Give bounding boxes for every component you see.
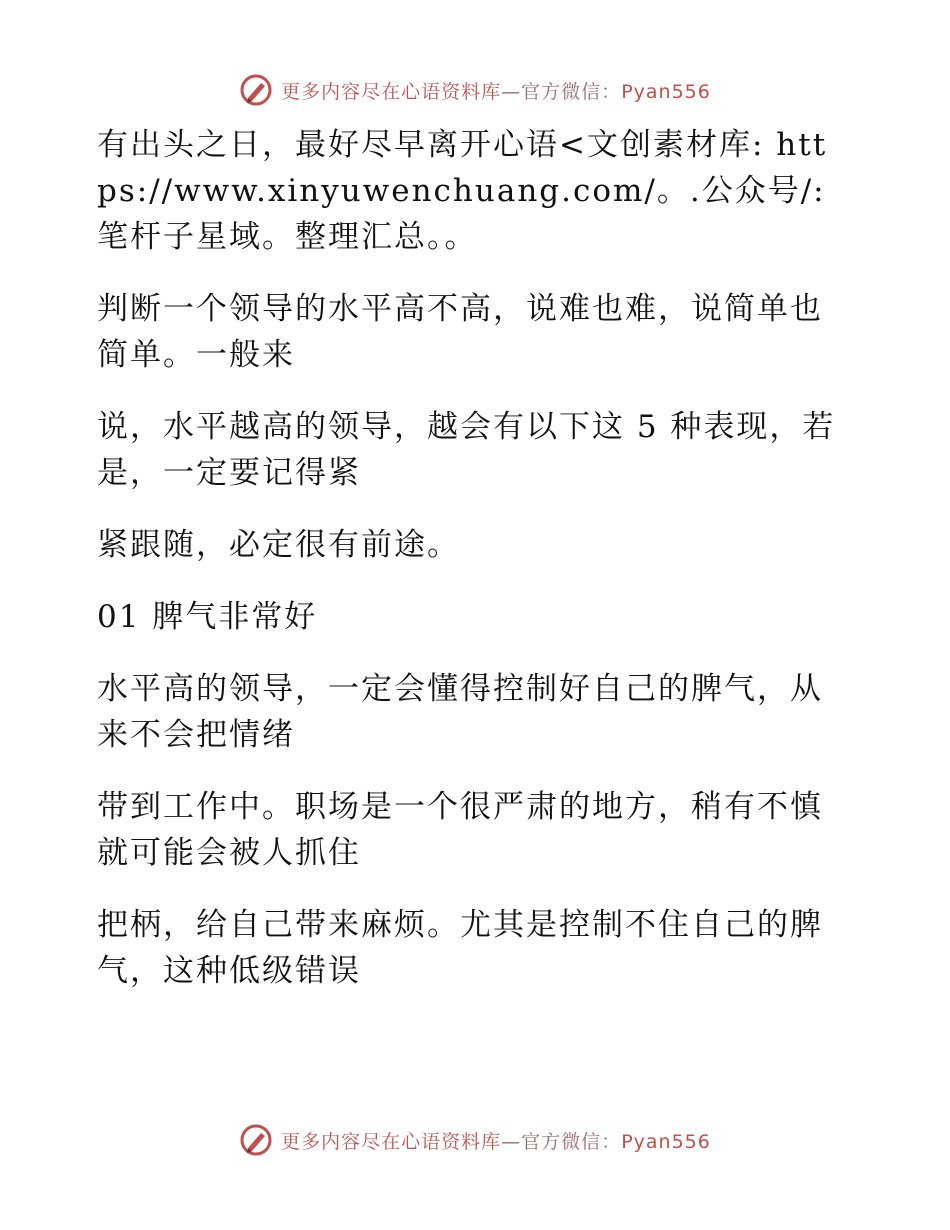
pen-logo-icon [239,73,273,107]
header-site-text: 更多内容尽在心语资料库 [281,80,502,103]
footer-wechat-id: Pyan556 [621,1130,711,1153]
footer-wechat-label: 官方微信： [521,1130,622,1153]
header-text [281,77,711,104]
paragraph: 说，水平越高的领导，越会有以下这 5 种表现，若是，一定要记得紧 [97,409,836,491]
header-dash: — [501,80,522,103]
paragraph: 有出头之日，最好尽早离开心语<文创素材库: https://www.xinyuwenchuang.com/。.公众号/: 笔杆子星域。整理汇总。。 [97,127,828,255]
section-heading: 01 脾气非常好 [97,599,318,635]
paragraph: 紧跟随，必定很有前途。 [97,527,460,563]
page-footer-banner [0,1120,950,1160]
paragraph: 判断一个领导的水平高不高，说难也难，说简单也简单。一般来 [97,291,823,373]
paragraph: 水平高的领导，一定会懂得控制好自己的脾气，从来不会把情绪 [97,671,823,753]
header-wechat-label: 官方微信： [521,80,622,103]
header-wechat-id: Pyan556 [621,80,711,103]
document-body [97,122,837,1020]
paragraph: 把柄，给自己带来麻烦。尤其是控制不住自己的脾气，这种低级错误 [97,907,823,989]
pen-logo-icon [239,1123,273,1157]
paragraph: 带到工作中。职场是一个很严肃的地方，稍有不慎就可能会被人抓住 [97,789,823,871]
page-header-banner [0,70,950,110]
footer-dash: — [501,1130,522,1153]
footer-text [281,1127,711,1154]
footer-site-text: 更多内容尽在心语资料库 [281,1130,502,1153]
